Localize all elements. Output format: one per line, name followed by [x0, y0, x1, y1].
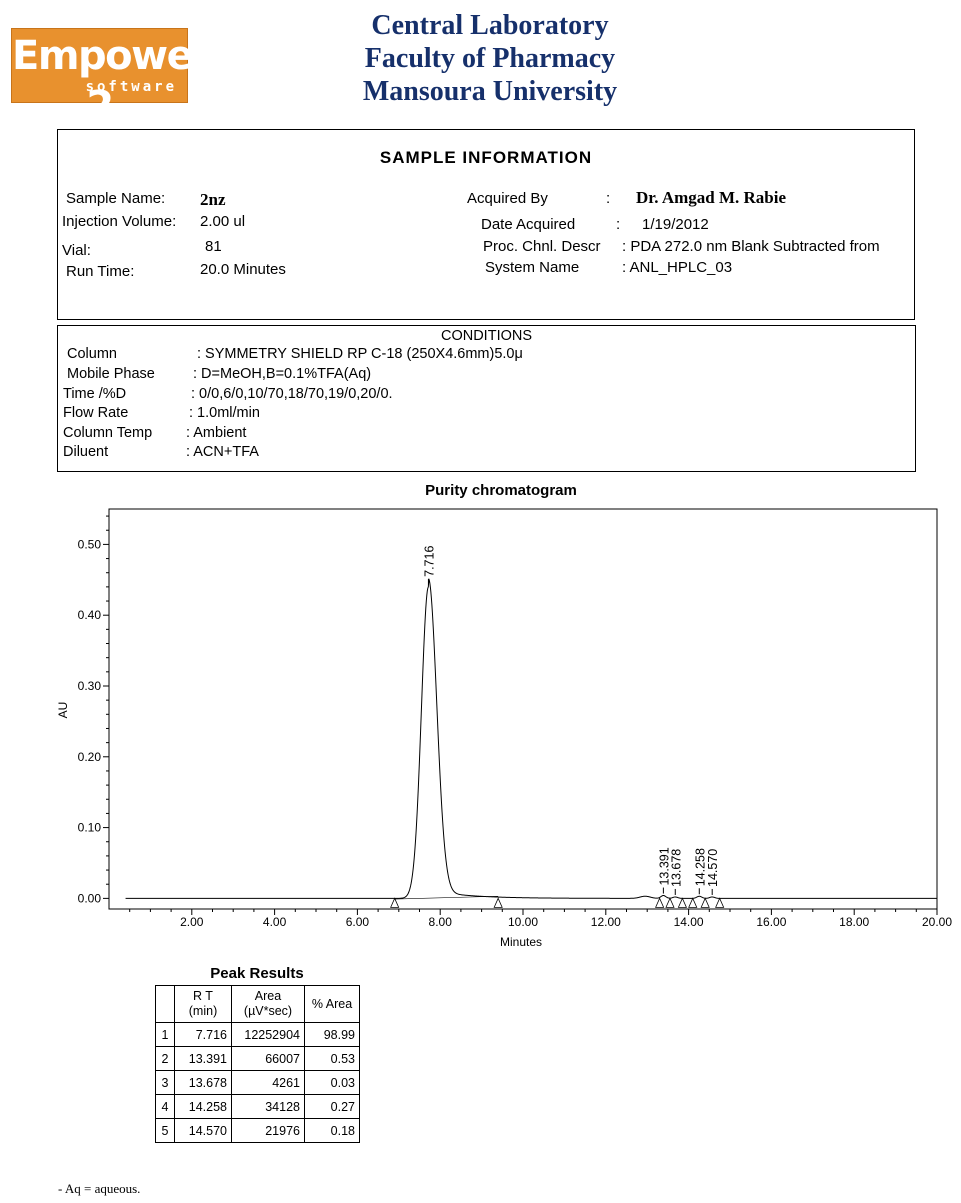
x-tick-label: 12.00 [590, 915, 621, 929]
column-label: Column [67, 346, 117, 362]
x-tick-label: 8.00 [428, 915, 452, 929]
header-rt-line2: (min) [188, 1004, 218, 1018]
column-temp-label: Column Temp [63, 425, 153, 441]
run-time-value: 20.0 Minutes [200, 261, 286, 278]
x-tick-label: 4.00 [262, 915, 287, 929]
diluent-label: Diluent [63, 444, 109, 460]
row-index: 2 [156, 1047, 175, 1071]
x-tick-label: 14.00 [673, 915, 704, 929]
row-rt: 14.570 [175, 1119, 232, 1143]
column-temp-value: : Ambient [186, 425, 247, 441]
row-index: 5 [156, 1119, 175, 1143]
peak-results-title: Peak Results [210, 965, 304, 982]
baseline-marker [494, 898, 502, 907]
y-tick-label: 0.00 [77, 891, 101, 906]
footnote: - Aq = aqueous. [58, 1181, 141, 1196]
row-rt: 7.716 [175, 1023, 232, 1047]
time-label: Time /%D [63, 386, 127, 402]
acquired-by-label: Acquired By [467, 190, 548, 207]
row-pct: 0.18 [305, 1119, 360, 1143]
integration-baseline [395, 896, 499, 899]
chromatogram-trace [126, 579, 937, 899]
row-pct: 0.27 [305, 1095, 360, 1119]
peak-label: 7.716 [422, 545, 437, 577]
row-index: 1 [156, 1023, 175, 1047]
y-tick-label: 0.50 [77, 537, 101, 552]
date-acquired-label: Date Acquired [481, 216, 576, 233]
diluent-value: : ACN+TFA [186, 444, 259, 460]
y-tick-label: 0.10 [77, 820, 101, 835]
peak-label: 13.391 [657, 847, 672, 886]
acquired-by-sep: : [606, 190, 611, 207]
sample-info-title: SAMPLE INFORMATION [379, 148, 593, 167]
sample-name-label: Sample Name: [66, 190, 166, 207]
row-area: 12252904 [232, 1023, 305, 1047]
baseline-marker [701, 898, 709, 907]
flow-rate-label: Flow Rate [63, 405, 129, 421]
x-tick-label: 16.00 [756, 915, 787, 929]
baseline-marker [716, 898, 724, 907]
row-area: 34128 [232, 1095, 305, 1119]
x-tick-label: 18.00 [839, 915, 870, 929]
row-index: 3 [156, 1071, 175, 1095]
x-tick-label: 2.00 [180, 915, 204, 929]
header-rt-line1: R T [193, 989, 213, 1003]
row-pct: 0.03 [305, 1071, 360, 1095]
system-name-label: System Name [485, 259, 580, 276]
conditions-title: CONDITIONS [440, 328, 533, 344]
row-rt: 13.678 [175, 1071, 232, 1095]
header-line-2: Faculty of Pharmacy [364, 43, 616, 74]
proc-chnl-value: : PDA 272.0 nm Blank Subtracted from [622, 238, 880, 255]
table-row [156, 1023, 360, 1047]
baseline-marker [666, 898, 674, 907]
date-acquired-value: 1/19/2012 [642, 216, 709, 233]
baseline-marker [391, 898, 399, 907]
row-area: 4261 [232, 1071, 305, 1095]
row-rt: 14.258 [175, 1095, 232, 1119]
row-area: 66007 [232, 1047, 305, 1071]
table-row [156, 1119, 360, 1143]
header-pct-area: % Area [305, 986, 360, 1023]
peak-label: 14.570 [706, 848, 721, 887]
row-index: 4 [156, 1095, 175, 1119]
y-tick-label: 0.40 [77, 608, 101, 623]
header-index [156, 986, 175, 1023]
table-row [156, 1047, 360, 1071]
injection-volume-value: 2.00 ul [200, 213, 246, 230]
logo-main-text: Empower 2 [12, 33, 211, 129]
x-tick-label: 20.00 [921, 915, 953, 929]
peak-label: 14.258 [693, 848, 708, 887]
header-area [232, 986, 305, 1023]
date-acquired-sep: : [616, 216, 621, 233]
peak-label: 13.678 [669, 848, 684, 887]
y-tick-label: 0.30 [77, 678, 101, 693]
column-value: : SYMMETRY SHIELD RP C-18 (250X4.6mm)5.0μ [197, 346, 523, 362]
system-name-value: : ANL_HPLC_03 [622, 259, 733, 276]
acquired-by-value: Dr. Amgad M. Rabie [636, 188, 787, 207]
y-axis-label: AU [56, 701, 70, 719]
header-line-3: Mansoura University [362, 76, 618, 107]
x-tick-label: 6.00 [345, 915, 370, 929]
y-tick-label: 0.20 [77, 749, 101, 764]
flow-rate-value: : 1.0ml/min [189, 405, 260, 421]
chart-title: Purity chromatogram [425, 482, 577, 499]
run-time-label: Run Time: [66, 263, 135, 280]
plot-frame [109, 509, 937, 909]
x-tick-label: 10.00 [507, 915, 539, 929]
row-pct: 98.99 [305, 1023, 360, 1047]
table-header-row [156, 986, 360, 1023]
header-area-line2: (µV*sec) [243, 1004, 293, 1018]
baseline-marker [689, 898, 697, 907]
mobile-phase-value: : D=MeOH,B=0.1%TFA(Aq) [193, 366, 372, 382]
time-value: : 0/0,6/0,10/70,18/70,19/0,20/0. [191, 386, 393, 402]
baseline-marker [678, 898, 686, 907]
peak-results-table [155, 985, 360, 1143]
row-area: 21976 [232, 1119, 305, 1143]
header-rt [175, 986, 232, 1023]
vial-value: 81 [205, 238, 222, 255]
row-rt: 13.391 [175, 1047, 232, 1071]
proc-chnl-label: Proc. Chnl. Descr [483, 238, 601, 255]
header-line-1: Central Laboratory [371, 10, 609, 41]
row-pct: 0.53 [305, 1047, 360, 1071]
logo-sub-text: software [85, 79, 177, 95]
x-axis-label: Minutes [499, 935, 543, 949]
injection-volume-label: Injection Volume: [62, 213, 177, 230]
mobile-phase-label: Mobile Phase [67, 366, 155, 382]
vial-label: Vial: [62, 242, 91, 259]
sample-name-value: 2nz [200, 190, 226, 209]
baseline-marker [656, 898, 664, 907]
header-area-line1: Area [254, 989, 282, 1003]
table-row [156, 1071, 360, 1095]
table-row [156, 1095, 360, 1119]
